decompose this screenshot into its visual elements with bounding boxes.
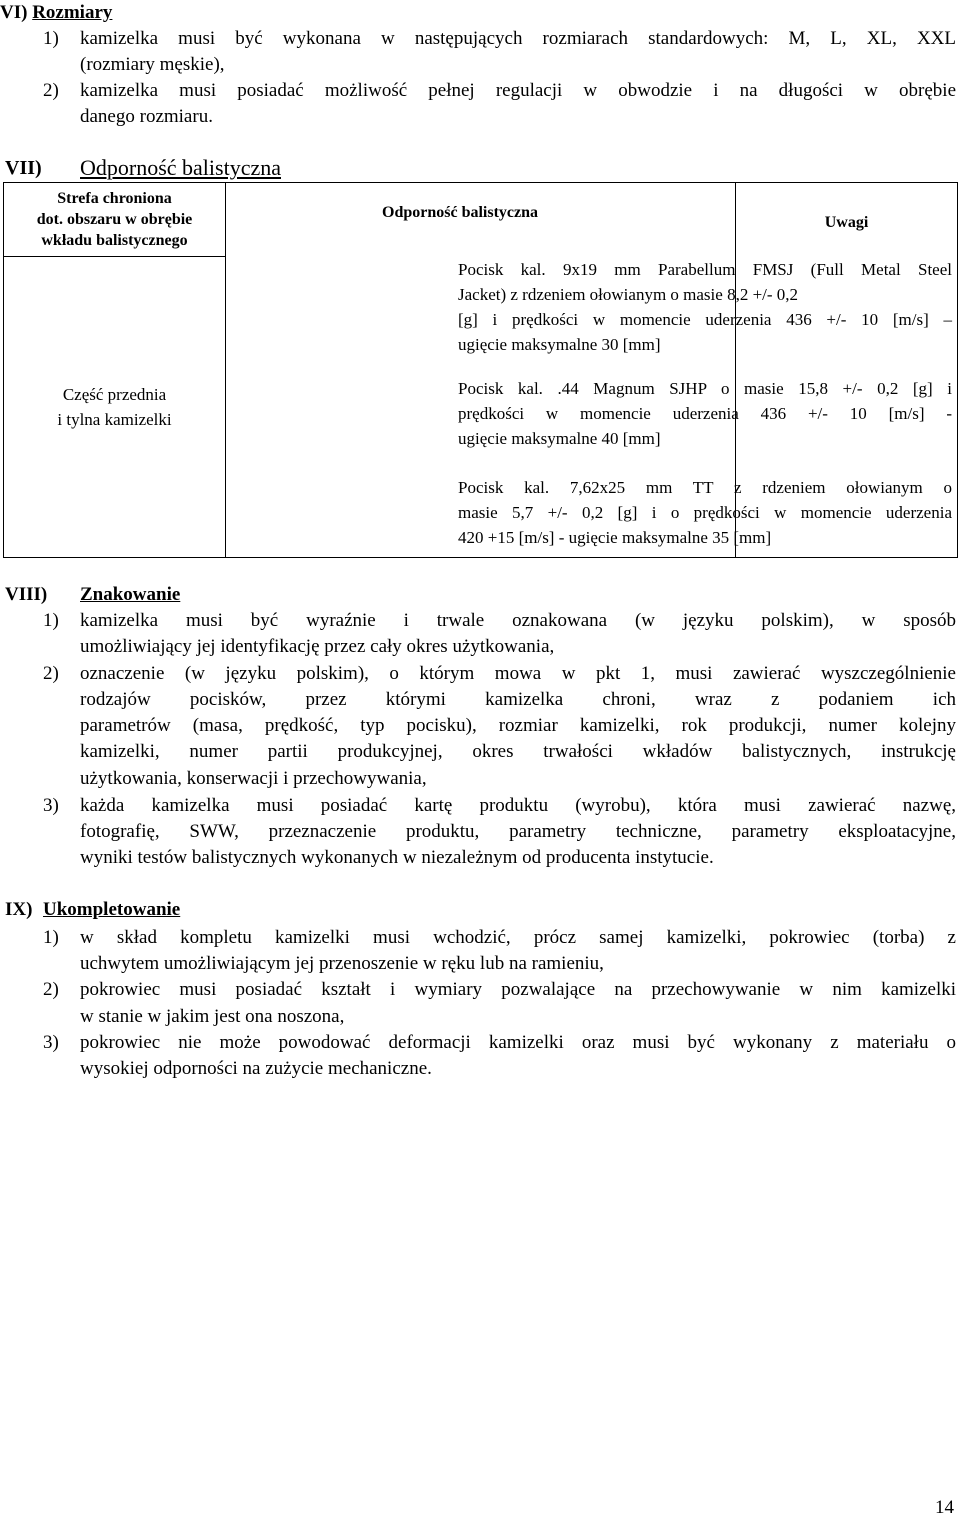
section-9-number: IX)	[5, 899, 33, 920]
section-6-item-2-number: 2)	[43, 80, 59, 101]
section-6-item-1-number: 1)	[43, 28, 59, 49]
entry-1-line-3: [g] i prędkości w momencie uderzenia 436 +/- 10 [m/s] –	[458, 309, 952, 329]
section-8-item-1-line-1: kamizelka musi być wyraźnie i trwale oznakowana (w języku polskim), w sposób	[80, 610, 956, 631]
section-9-item-1-line-2: uchwytem umożliwiającym jej przenoszenie w ręku lub na ramieniu,	[80, 953, 604, 974]
section-8-item-2-line-2: rodzajów pocisków, przez którymi kamizelka chroni, wraz z podaniem ich	[80, 689, 956, 710]
section-6-item-1-line-1: kamizelka musi być wykonana w następujących rozmiarach standardowych: M, L, XL, XXL	[80, 28, 956, 49]
zone-line-1: Część przednia	[62, 384, 167, 404]
zone-line-2: i tylna kamizelki	[57, 409, 172, 429]
section-6-number: VI)	[0, 2, 28, 23]
entry-1-line-1: Pocisk kal. 9x19 mm Parabellum FMSJ (Full Metal Steel	[458, 259, 952, 279]
section-8-item-1-line-2: umożliwiający jej identyfikację przez cały okres użytkowania,	[80, 636, 555, 657]
section-9-item-3-line-2: wysokiej odporności na zużycie mechaniczne.	[80, 1058, 432, 1079]
entry-2-line-3: ugięcie maksymalne 40 [mm]	[458, 428, 661, 448]
section-9-item-3-number: 3)	[43, 1032, 59, 1053]
section-6-item-2-line-2: danego rozmiaru.	[80, 106, 213, 127]
entry-1-line-4: ugięcie maksymalne 30 [mm]	[458, 334, 661, 354]
header-zone-line-1: Strefa chroniona	[57, 190, 172, 207]
section-8-item-3-number: 3)	[43, 795, 59, 816]
section-8-number: VIII)	[5, 584, 48, 605]
section-7-title: Odporność balistyczna	[80, 155, 281, 180]
table-header-row	[4, 183, 958, 257]
protected-zone-cell	[4, 257, 226, 558]
header-protected-zone	[4, 183, 226, 257]
entry-3-line-1: Pocisk kal. 7,62x25 mm TT z rdzeniem ołowianym o	[458, 477, 952, 497]
section-8-item-2-number: 2)	[43, 663, 59, 684]
section-9-item-1-number: 1)	[43, 927, 59, 948]
section-8-item-1-number: 1)	[43, 610, 59, 631]
section-8-item-3-line-2: fotografię, SWW, przeznaczenie produktu, parametry techniczne, parametry eksploatacyjne,	[80, 821, 956, 842]
resistance-cell	[226, 257, 952, 558]
section-6-item-1-line-2: (rozmiary męskie),	[80, 54, 225, 75]
table-body-row	[4, 257, 958, 558]
section-6-title: Rozmiary	[32, 2, 113, 23]
entry-3-line-3: 420 +15 [m/s] - ugięcie maksymalne 35 [mm]	[458, 527, 772, 547]
ballistic-resistance-table	[3, 182, 958, 558]
section-8-item-3-line-1: każda kamizelka musi posiadać kartę produktu (wyrobu), która musi zawierać nazwę,	[80, 795, 956, 816]
entry-2-line-2: prędkości w momencie uderzenia 436 +/- 10 [m/s] -	[458, 403, 952, 423]
section-8-item-3-line-3: wyniki testów balistycznych wykonanych w niezależnym od producenta instytucie.	[80, 847, 714, 868]
header-zone-line-2: dot. obszaru w obrębie	[36, 211, 193, 228]
section-9-item-2-line-2: w stanie w jakim jest ona noszona,	[80, 1006, 345, 1027]
entry-3-line-2: masie 5,7 +/- 0,2 [g] i o prędkości w momencie uderzenia	[458, 502, 952, 522]
header-resistance: Odporność balistyczna	[382, 204, 539, 221]
page-number: 14	[935, 1497, 954, 1518]
section-9-item-2-line-1: pokrowiec musi posiadać kształt i wymiary pozwalające na przechowywanie w nim kamizelki	[80, 979, 956, 1000]
section-8-item-2-line-1: oznaczenie (w języku polskim), o którym mowa w pkt 1, musi zawierać wyszczególnienie	[80, 663, 956, 684]
header-zone-line-3: wkładu balistycznego	[41, 232, 188, 249]
section-8-item-2-line-5: użytkowania, konserwacji i przechowywania,	[80, 768, 427, 789]
header-notes: Uwagi	[824, 214, 869, 231]
section-8-item-2-line-4: kamizelki, numer partii produkcyjnej, okres trwałości wkładów balistycznych, instrukcję	[80, 741, 956, 762]
section-8-item-2-line-3: parametrów (masa, prędkość, typ pocisku), rozmiar kamizelki, rok produkcji, numer kolejny	[80, 715, 956, 736]
entry-2-line-1: Pocisk kal. .44 Magnum SJHP o masie 15,8 +/- 0,2 [g] i	[458, 378, 952, 398]
section-6-heading	[0, 0, 112, 26]
entry-1-line-2: Jacket) z rdzeniem ołowianym o masie 8,2 +/- 0,2	[458, 284, 799, 304]
section-9-item-1-line-1: w skład kompletu kamizelki musi wchodzić, prócz samej kamizelki, pokrowiec (torba) z	[80, 927, 956, 948]
header-resistance-cell	[226, 183, 736, 257]
section-6-item-2-line-1: kamizelka musi posiadać możliwość pełnej regulacji w obwodzie i na długości w obrębie	[80, 80, 956, 101]
section-8-title: Znakowanie	[80, 584, 181, 605]
section-9-item-2-number: 2)	[43, 979, 59, 1000]
section-9-item-3-line-1: pokrowiec nie może powodować deformacji kamizelki oraz musi być wykonany z materiału o	[80, 1032, 956, 1053]
section-7-number: VII)	[5, 157, 42, 179]
section-9-title: Ukompletowanie	[43, 899, 181, 920]
